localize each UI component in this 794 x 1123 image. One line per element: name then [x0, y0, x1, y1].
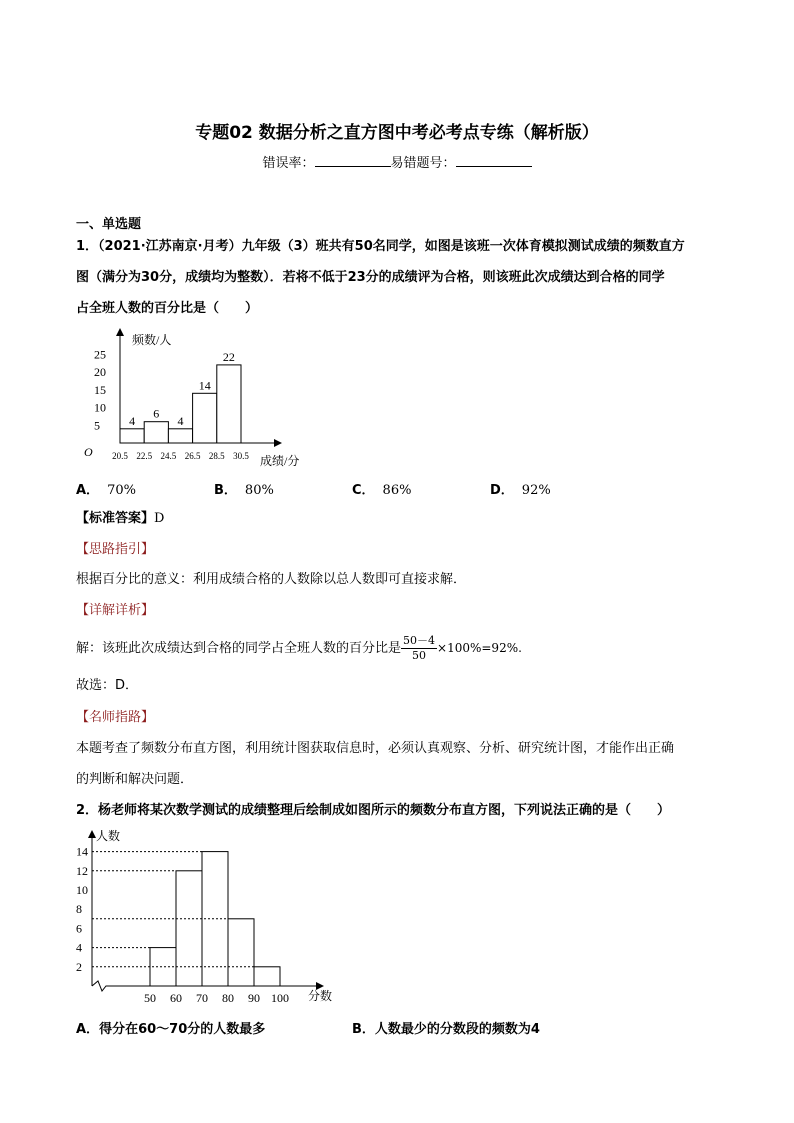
x-tick-label: 80	[222, 991, 234, 1005]
histogram-bar	[254, 967, 280, 986]
answer-label: 【标准答案】	[76, 511, 155, 526]
q1-option-d-text: 92%	[521, 483, 551, 498]
y-axis-label: 人数	[96, 829, 121, 843]
bar-data-label: 6	[153, 406, 160, 421]
page-title: 专题02 数据分析之直方图中考必考点专练（解析版）	[195, 123, 599, 143]
q1-option-b-text: 80%	[244, 483, 274, 498]
y-tick-label: 12	[76, 863, 88, 878]
q1-option-b-letter: B．	[214, 483, 237, 498]
y-tick-label: 2	[76, 959, 82, 974]
q2-option-a-text: 得分在60～70分的人数最多	[99, 1022, 266, 1037]
y-axis-arrow	[116, 328, 124, 336]
origin-label: O	[84, 445, 93, 459]
y-tick-label: 8	[76, 902, 82, 917]
q2-stem-line1: 2．杨老师将某次数学测试的成绩整理后绘制成如图所示的频数分布直方图，下列说法正确的是（ ）	[76, 803, 671, 818]
histogram-bar	[217, 365, 241, 443]
q1-option-a-letter: A．	[76, 483, 100, 498]
bar-data-label: 4	[177, 413, 184, 428]
q1-option-c[interactable]	[352, 479, 411, 498]
section-heading: 一、单选题	[76, 217, 142, 232]
histogram-bar	[228, 919, 254, 986]
y-axis-label: 频数/人	[132, 333, 172, 347]
q1-option-a-text: 70%	[107, 483, 136, 498]
detail-suffix: ×100%=92%.	[437, 641, 522, 655]
q1-option-d-letter: D．	[490, 483, 514, 498]
x-tick-label: 100	[271, 991, 289, 1005]
q1-histogram	[76, 326, 326, 471]
x-axis-label: 分数	[308, 989, 333, 1003]
bar-data-label: 14	[198, 378, 211, 393]
detail-solution	[76, 634, 522, 663]
y-tick-label: 20	[94, 365, 106, 379]
error-rate-label: 错误率：	[262, 156, 315, 171]
histogram-bar	[168, 429, 192, 443]
x-axis-arrow	[274, 439, 282, 447]
q1-option-c-letter: C．	[352, 483, 375, 498]
histogram-bar	[144, 422, 168, 443]
error-no-label: 易错题号：	[390, 156, 456, 171]
error-tracking-line	[0, 152, 794, 171]
histogram-bar	[193, 393, 217, 443]
q1-option-b[interactable]	[214, 479, 274, 498]
hint-text: 根据百分比的意义：利用成绩合格的人数除以总人数即可直接求解．	[76, 572, 467, 587]
y-tick-label: 25	[94, 347, 106, 362]
q2-histogram	[76, 826, 356, 1011]
error-rate-blank[interactable]	[315, 153, 391, 167]
y-axis-arrow	[88, 830, 96, 838]
x-axis-label: 成绩/分	[260, 454, 300, 468]
x-tick-label: 60	[170, 991, 182, 1005]
y-tick-label: 10	[76, 883, 88, 897]
teacher-label: 【名师指路】	[76, 710, 155, 725]
detail-label: 【详解详析】	[76, 603, 155, 618]
bar-data-label: 22	[222, 349, 235, 364]
y-tick-label: 6	[76, 921, 82, 936]
x-tick-label: 70	[196, 991, 208, 1005]
q1-option-a[interactable]	[76, 479, 136, 498]
q1-option-c-text: 86%	[382, 483, 412, 498]
teacher-line2: 的判断和解决问题．	[76, 772, 194, 787]
detail-fraction	[401, 634, 437, 663]
y-tick-label: 5	[94, 418, 100, 433]
y-tick-label: 4	[76, 940, 82, 955]
fraction-numerator: 50－4	[403, 634, 436, 647]
x-tick-label: 50	[144, 991, 156, 1005]
q1-stem-line3: 占全班人数的百分比是（ ）	[76, 301, 259, 316]
y-tick-label: 15	[94, 382, 106, 397]
x-tick-label: 20.5	[112, 451, 128, 461]
x-tick-label: 24.5	[160, 451, 177, 461]
q1-stem-line2: 图（满分为30分，成绩均为整数）．若将不低于23分的成绩评为合格，则该班此次成绩达到合格的同学	[76, 270, 665, 285]
x-tick-label: 28.5	[208, 451, 225, 461]
q1-option-d[interactable]	[490, 479, 551, 498]
q1-answer-line	[76, 505, 164, 533]
histogram-bar	[120, 429, 144, 443]
choose-line: 故选：D．	[76, 678, 139, 693]
bar-data-label: 4	[129, 413, 136, 428]
x-tick-label: 30.5	[233, 451, 249, 461]
error-no-blank[interactable]	[456, 153, 532, 167]
q2-option-b-letter: B．	[352, 1022, 375, 1037]
x-tick-label: 26.5	[184, 451, 201, 461]
teacher-line1: 本题考查了频数分布直方图，利用统计图获取信息时，必须认真观察、分析、研究统计图，才能作出正确	[76, 741, 675, 756]
q1-stem-line1: 1．（2021·江苏南京·月考）九年级（3）班共有50名同学，如图是该班一次体育模拟测试成绩的频数直方	[76, 239, 685, 254]
q2-option-a[interactable]	[76, 1018, 265, 1037]
x-tick-label: 90	[248, 991, 260, 1005]
answer-value: D	[154, 511, 165, 526]
q2-option-a-letter: A．	[76, 1022, 100, 1037]
q2-option-b[interactable]	[352, 1018, 540, 1037]
fraction-denominator: 50	[412, 649, 427, 662]
y-tick-label: 14	[76, 844, 88, 859]
y-tick-label: 10	[94, 400, 106, 415]
detail-prefix: 解：该班此次成绩达到合格的同学占全班人数的百分比是	[76, 641, 402, 656]
x-tick-label: 22.5	[136, 451, 153, 461]
q2-option-b-text: 人数最少的分数段的频数为4	[374, 1022, 540, 1037]
histogram-bar	[176, 871, 202, 986]
hint-label: 【思路指引】	[76, 542, 155, 557]
